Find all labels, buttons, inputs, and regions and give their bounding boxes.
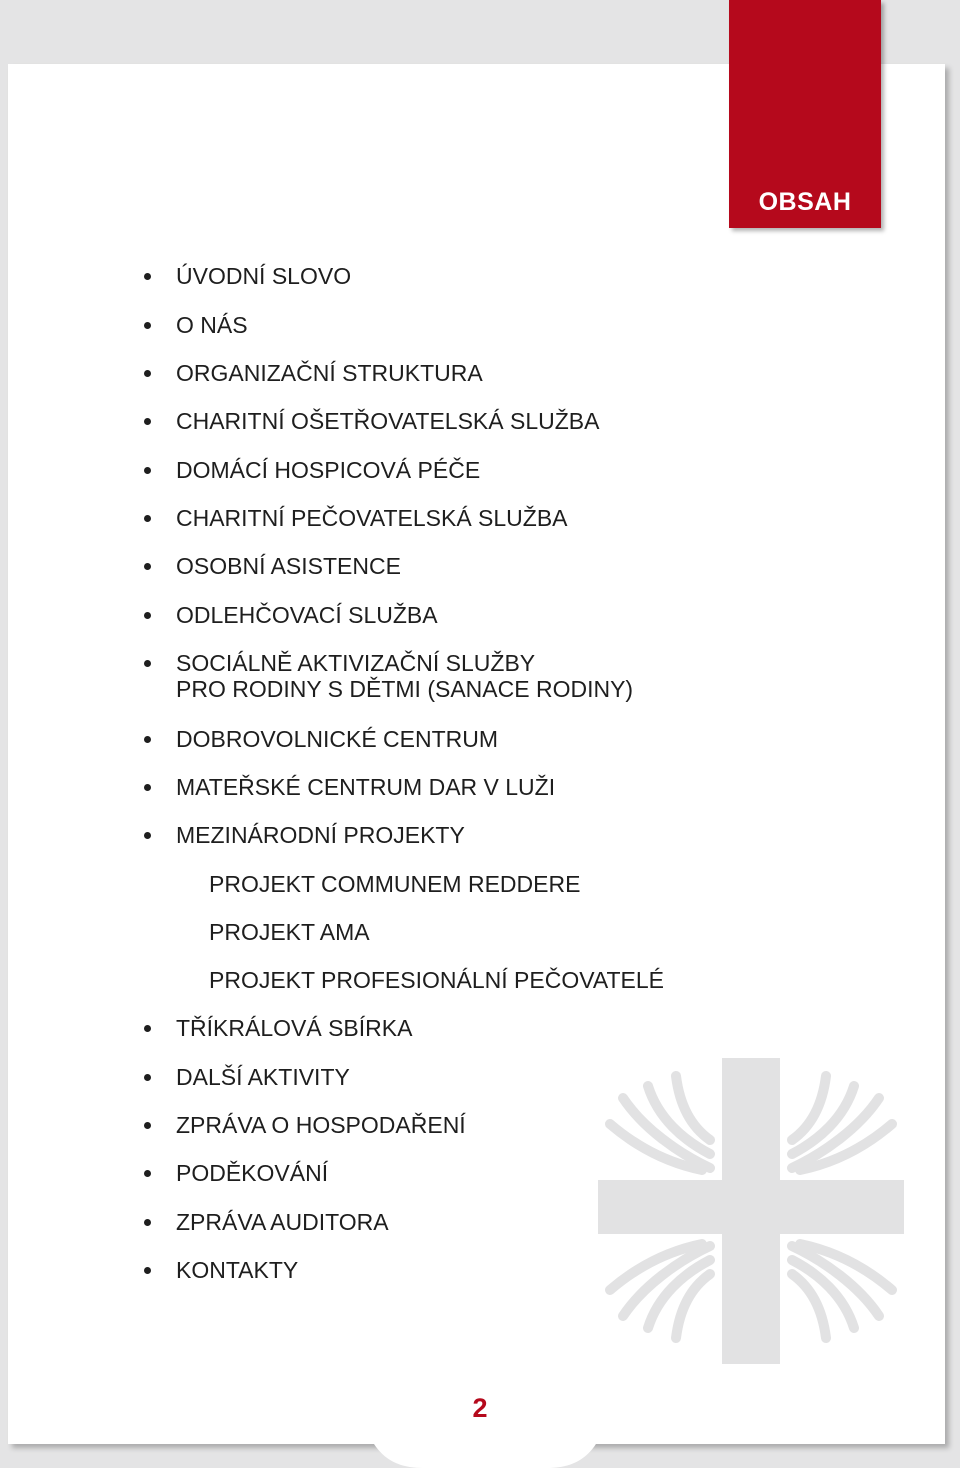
toc-item-label-continued: PRO RODINY S DĚTMI (SANACE RODINY) <box>176 676 634 702</box>
toc-item[interactable] <box>176 360 483 386</box>
caritas-cross-icon <box>598 1058 904 1364</box>
toc-item[interactable] <box>176 263 351 289</box>
toc-item-label: DALŠÍ AKTIVITY <box>176 1064 350 1090</box>
toc-item[interactable] <box>176 774 555 800</box>
bullet-dot-icon <box>144 322 151 329</box>
toc-subitem[interactable] <box>209 967 664 993</box>
toc-item-label: DOMÁCÍ HOSPICOVÁ PÉČE <box>176 457 481 483</box>
bullet-dot-icon <box>144 515 151 522</box>
bullet-dot-icon <box>144 612 151 619</box>
toc-item-label: CHARITNÍ OŠETŘOVATELSKÁ SLUŽBA <box>176 408 600 434</box>
toc-item-label: MEZINÁRODNÍ PROJEKTY <box>176 822 465 848</box>
bullet-dot-icon <box>144 1170 151 1177</box>
toc-item-label: MATEŘSKÉ CENTRUM DAR V LUŽI <box>176 774 556 800</box>
page-number: 2 <box>472 1393 488 1423</box>
toc-item[interactable] <box>176 1015 412 1041</box>
toc-item[interactable] <box>176 1064 350 1090</box>
toc-item[interactable] <box>176 602 438 628</box>
bullet-dot-icon <box>144 1267 151 1274</box>
bullet-dot-icon <box>144 467 151 474</box>
toc-subitem[interactable] <box>209 871 580 897</box>
toc-item-label: O NÁS <box>176 312 248 338</box>
bullet-dot-icon <box>144 784 151 791</box>
toc-item-label: CHARITNÍ PEČOVATELSKÁ SLUŽBA <box>176 505 568 531</box>
toc-item-label: ÚVODNÍ SLOVO <box>176 263 352 289</box>
toc-item[interactable] <box>176 1257 298 1283</box>
toc-item[interactable] <box>176 726 498 752</box>
section-ribbon <box>729 0 881 228</box>
toc-subitem[interactable] <box>209 919 370 945</box>
toc-subitem-label: PROJEKT AMA <box>209 919 370 945</box>
toc-item[interactable] <box>176 457 480 483</box>
toc-item[interactable] <box>176 822 465 848</box>
toc-item-label: KONTAKTY <box>176 1257 299 1283</box>
toc-item-label: SOCIÁLNĚ AKTIVIZAČNÍ SLUŽBY <box>176 650 536 676</box>
toc-item-label: PODĚKOVÁNÍ <box>176 1160 329 1186</box>
bullet-dot-icon <box>144 1122 151 1129</box>
bullet-dot-icon <box>144 370 151 377</box>
toc-item[interactable] <box>176 650 633 702</box>
toc-item-label: DOBROVOLNICKÉ CENTRUM <box>176 726 499 752</box>
toc-subitem-label: PROJEKT COMMUNEM REDDERE <box>209 871 581 897</box>
toc-item[interactable] <box>176 1209 389 1235</box>
bullet-dot-icon <box>144 1074 151 1081</box>
toc-item-label: TŘÍKRÁLOVÁ SBÍRKA <box>176 1015 413 1041</box>
bullet-dot-icon <box>144 832 151 839</box>
bullet-dot-icon <box>144 736 151 743</box>
toc-item-label: ORGANIZAČNÍ STRUKTURA <box>176 360 483 386</box>
toc-item-label: ODLEHČOVACÍ SLUŽBA <box>176 602 438 628</box>
toc-item[interactable] <box>176 1160 328 1186</box>
toc-item[interactable] <box>176 1112 466 1138</box>
bullet-dot-icon <box>144 660 151 667</box>
bullet-dot-icon <box>144 273 151 280</box>
toc-subitem-label: PROJEKT PROFESIONÁLNÍ PEČOVATELÉ <box>209 967 665 993</box>
section-title: OBSAH <box>758 188 852 216</box>
bullet-dot-icon <box>144 563 151 570</box>
toc-item[interactable] <box>176 553 401 579</box>
bullet-dot-icon <box>144 418 151 425</box>
bullet-dot-icon <box>144 1219 151 1226</box>
toc-item-label: ZPRÁVA AUDITORA <box>176 1209 389 1235</box>
toc-item[interactable] <box>176 408 599 434</box>
toc-item-label: ZPRÁVA O HOSPODAŘENÍ <box>176 1112 466 1138</box>
bullet-dot-icon <box>144 1025 151 1032</box>
toc-item-label: OSOBNÍ ASISTENCE <box>176 553 401 579</box>
toc-item[interactable] <box>176 505 568 531</box>
toc-item[interactable] <box>176 312 248 338</box>
